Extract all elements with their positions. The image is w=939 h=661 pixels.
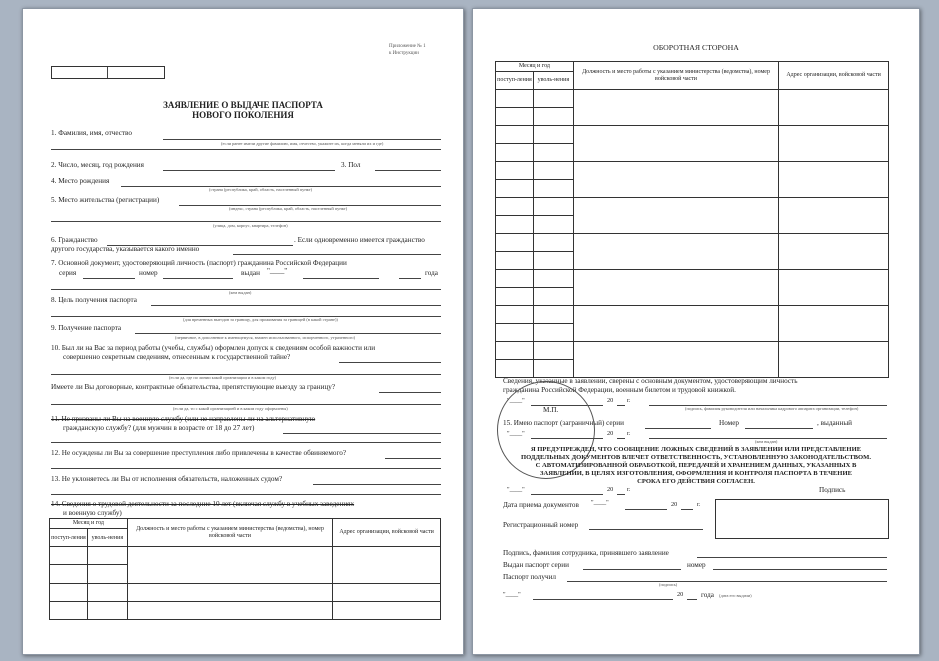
field-10-contract: Имеете ли Вы договорные, контрактные обязательства, препятствующие выезду за границу? xyxy=(51,383,336,391)
cell[interactable] xyxy=(779,270,889,306)
cell[interactable] xyxy=(50,547,88,565)
field-7-number: номер xyxy=(139,269,158,277)
cell[interactable] xyxy=(533,90,573,108)
table-header-position: Должность и место работы с указанием министерства (ведомства), номер войсковой части xyxy=(573,62,778,90)
field-2-label: 2. Число, месяц, год рождения xyxy=(51,161,144,169)
sign-date-20: 20 xyxy=(607,486,614,493)
field-6-text-2: другого государства, указывается какого именно xyxy=(51,245,200,253)
table-header-position: Должность и место работы с указанием министерства (ведомства), номер войсковой части xyxy=(127,519,332,547)
field-7-series-line[interactable] xyxy=(83,278,135,279)
verify-year-line[interactable] xyxy=(617,405,625,406)
reg-number-line[interactable] xyxy=(589,529,703,530)
sign-hint: (подпись, фамилия руководителя или начальника кадрового аппарата организации, телефон) xyxy=(685,406,859,411)
field-6-text: . Если одновременно имеется гражданство xyxy=(294,236,425,244)
field-7-hint: (кем выдан) xyxy=(229,290,252,295)
table-row xyxy=(496,198,889,216)
cell[interactable] xyxy=(87,547,127,565)
field-3-label: 3. Пол xyxy=(341,161,361,169)
issued-series-label: Выдан паспорт серии xyxy=(503,561,569,569)
field-15-series-line[interactable] xyxy=(645,428,711,429)
field-1-label: 1. Фамилия, имя, отчество xyxy=(51,129,132,137)
cell[interactable] xyxy=(573,306,778,342)
cell[interactable] xyxy=(50,583,88,601)
cell[interactable] xyxy=(573,342,778,378)
accept-date-day: "____" xyxy=(591,499,609,506)
cell[interactable] xyxy=(496,270,534,288)
cell[interactable] xyxy=(533,342,573,360)
cell[interactable] xyxy=(533,360,573,378)
cell[interactable] xyxy=(333,547,441,583)
field-4-hint: (страна (республика, край, область, населенный пункт) xyxy=(209,187,313,192)
field-11-line-2[interactable] xyxy=(51,442,441,443)
verify-date-20: 20 xyxy=(607,397,614,404)
field-10-contract-hint: (если да, то с какой организацией и в каком году оформлены) xyxy=(173,406,288,411)
cell[interactable] xyxy=(87,583,127,601)
received-hint: (подпись) xyxy=(659,582,678,587)
accept-date-line[interactable] xyxy=(625,509,667,510)
field-10-contract-line-2[interactable] xyxy=(51,404,441,405)
cell[interactable] xyxy=(496,288,534,306)
field-8-label: 8. Цель получения паспорта xyxy=(51,296,137,304)
issued-series-line[interactable] xyxy=(583,569,681,570)
cell[interactable] xyxy=(127,601,332,619)
field-10-label: 10. Был ли на Вас за период работы (учебы, службы) оформлен допуск к сведениям особой важности или xyxy=(51,344,376,352)
work-history-table-continued xyxy=(495,61,889,378)
cell[interactable] xyxy=(87,601,127,619)
field-10-text: совершенно секретным сведениям, отнесенным к государственной тайне? xyxy=(63,353,291,361)
sign-date-line[interactable] xyxy=(531,494,603,495)
appendix-label: Приложение № 1 xyxy=(389,44,426,49)
signature-box[interactable] xyxy=(715,499,889,539)
table-row xyxy=(496,126,889,144)
field-9-line[interactable] xyxy=(135,333,441,334)
table-row xyxy=(50,583,441,601)
field-6-line-2[interactable] xyxy=(233,254,441,255)
field-11-line[interactable] xyxy=(283,433,441,434)
final-date-day: "____" xyxy=(503,591,521,598)
cell[interactable] xyxy=(533,108,573,126)
final-year-label: года xyxy=(701,591,715,599)
cell[interactable] xyxy=(333,583,441,601)
cell[interactable] xyxy=(50,601,88,619)
table-row xyxy=(496,90,889,108)
code-box xyxy=(51,66,165,79)
signature-label: Подпись xyxy=(819,486,846,494)
received-label: Паспорт получил xyxy=(503,573,557,581)
field-7-date-line[interactable] xyxy=(303,278,379,279)
cell[interactable] xyxy=(127,583,332,601)
cell[interactable] xyxy=(573,198,778,234)
cell[interactable] xyxy=(779,126,889,162)
field-10-line[interactable] xyxy=(339,362,441,363)
field-9-label: 9. Получение паспорта xyxy=(51,324,122,332)
cell[interactable] xyxy=(533,306,573,324)
f15-date-day: "____" xyxy=(507,430,525,437)
field-13-line[interactable] xyxy=(313,484,441,485)
field-5-label: 5. Место жительства (регистрации) xyxy=(51,196,160,204)
work-history-table xyxy=(49,518,441,620)
cell[interactable] xyxy=(496,360,534,378)
cell[interactable] xyxy=(779,234,889,270)
cell[interactable] xyxy=(533,180,573,198)
cell[interactable] xyxy=(496,306,534,324)
cell[interactable] xyxy=(573,234,778,270)
field-7-year-line[interactable] xyxy=(399,278,421,279)
appendix-label-2: к Инструкции xyxy=(389,51,419,56)
f15-hint: (кем выдан) xyxy=(755,439,778,444)
table-header-in: поступ-ления xyxy=(496,72,534,90)
stamp-label: М.П. xyxy=(543,406,559,414)
table-header-address: Адрес организации, войсковой части xyxy=(333,519,441,547)
reg-number-label: Регистрационный номер xyxy=(503,521,579,529)
back-side-header: ОБОРОТНАЯ СТОРОНА xyxy=(653,43,739,52)
field-3-line[interactable] xyxy=(375,170,441,171)
cell[interactable] xyxy=(87,565,127,583)
field-9-hint: (первичное, в дополнение к имеющемуся, взамен использованного, испорченного, утраченного) xyxy=(175,335,356,340)
warning-line-2: ПОДДЕЛЬНЫХ ДОКУМЕНТОВ ВЛЕЧЕТ ОТВЕТСТВЕННОСТЬ, УСТАНОВЛЕННУЮ ЗАКОНОДАТЕЛЬСТВОМ. xyxy=(520,454,872,461)
cell[interactable] xyxy=(533,288,573,306)
cell[interactable] xyxy=(496,162,534,180)
field-12-line[interactable] xyxy=(385,458,441,459)
cell[interactable] xyxy=(496,234,534,252)
cell[interactable] xyxy=(533,252,573,270)
final-year-line[interactable] xyxy=(687,599,697,600)
warning-line-4: ЗАЯВЛЕНИИ, В ЦЕЛЯХ ИЗГОТОВЛЕНИЯ, ОФОРМЛЕНИЯ И КОНТРОЛЯ ПАСПОРТА В ТЕЧЕНИЕ xyxy=(540,470,852,477)
field-5-line-2[interactable] xyxy=(51,221,441,222)
table-row xyxy=(496,270,889,288)
issued-number-line[interactable] xyxy=(713,569,887,570)
warning-line-1: Я ПРЕДУПРЕЖДЕН, ЧТО СООБЩЕНИЕ ЛОЖНЫХ СВЕДЕНИЙ В ЗАЯВЛЕНИИ ИЛИ ПРЕДСТАВЛЕНИЕ xyxy=(530,446,862,453)
cell[interactable] xyxy=(779,306,889,342)
table-header-in: поступ-ления xyxy=(50,529,88,547)
cell[interactable] xyxy=(533,270,573,288)
verify-date-g: г. xyxy=(627,397,631,404)
accept-date-label: Дата приема документов xyxy=(503,501,579,509)
field-7-number-line[interactable] xyxy=(163,278,233,279)
field-1-hint: (если ранее имели другие фамилию, имя, отчество, укажите их, когда меняли их и где) xyxy=(221,141,384,146)
accept-date-g: г. xyxy=(697,501,701,508)
f15-date-line[interactable] xyxy=(531,438,603,439)
field-15-number: Номер xyxy=(719,419,739,427)
cell[interactable] xyxy=(496,90,534,108)
cell[interactable] xyxy=(779,198,889,234)
f15-year-line[interactable] xyxy=(617,438,625,439)
table-row xyxy=(496,306,889,324)
cell[interactable] xyxy=(127,547,332,583)
table-header-month: Месяц и год xyxy=(50,519,128,529)
field-8-hint: (для временных выездов за границу, для проживания за границей (в какой стране)) xyxy=(183,317,338,322)
field-11-text: гражданскую службу? (для мужчин в возрасте от 18 до 27 лет) xyxy=(63,424,255,432)
sign-year-line[interactable] xyxy=(617,494,625,495)
field-15-issued: , выданный xyxy=(817,419,853,427)
final-date-20: 20 xyxy=(677,591,684,598)
f15-date-20: 20 xyxy=(607,430,614,437)
application-front-page xyxy=(22,8,464,655)
cell[interactable] xyxy=(573,90,778,126)
cell[interactable] xyxy=(496,342,534,360)
field-7-year: года xyxy=(425,269,439,277)
field-10-contract-line[interactable] xyxy=(379,392,441,393)
cell[interactable] xyxy=(573,162,778,198)
cell[interactable] xyxy=(496,198,534,216)
field-12-label: 12. Не осуждены ли Вы за совершение преступления либо привлечены в качестве обвиняемого? xyxy=(51,449,347,457)
field-13-label: 13. Не уклоняетесь ли Вы от исполнения обязательств, наложенных судом? xyxy=(51,475,283,483)
cell[interactable] xyxy=(533,198,573,216)
table-row xyxy=(50,601,441,619)
cell[interactable] xyxy=(496,324,534,342)
accept-date-20: 20 xyxy=(671,501,678,508)
form-subtitle: НОВОГО ПОКОЛЕНИЯ xyxy=(192,110,294,120)
field-14-label: 14. Сведения о трудовой деятельности за последние 10 лет (включая службу в учебных заведениях xyxy=(51,500,355,508)
final-hint: (дата его выдачи) xyxy=(719,593,752,598)
cell[interactable] xyxy=(533,234,573,252)
field-1-line-2[interactable] xyxy=(51,149,441,150)
field-1-line[interactable] xyxy=(163,139,441,140)
cell[interactable] xyxy=(496,180,534,198)
received-line[interactable] xyxy=(567,581,887,582)
field-15-number-line[interactable] xyxy=(745,428,813,429)
field-13-line-2[interactable] xyxy=(51,494,441,495)
cell[interactable] xyxy=(496,126,534,144)
field-5-hint-2: (улица, дом, корпус, квартира, телефон) xyxy=(213,223,288,228)
table-row xyxy=(50,547,441,565)
table-header-out: уволь-нения xyxy=(533,72,573,90)
table-row xyxy=(496,162,889,180)
cell[interactable] xyxy=(533,162,573,180)
field-6-label: 6. Гражданство xyxy=(51,236,98,244)
verify-date-day: "____" xyxy=(507,397,525,404)
cell[interactable] xyxy=(533,126,573,144)
field-7-series: серия xyxy=(59,269,77,277)
table-row xyxy=(496,234,889,252)
field-15-label: 15. Имею паспорт (заграничный) серии xyxy=(503,419,624,427)
cell[interactable] xyxy=(496,144,534,162)
field-11-label: 11. Не призваны ли Вы на военную службу (или не направлены ли на альтернативную xyxy=(51,415,316,423)
cell[interactable] xyxy=(573,270,778,306)
cell[interactable] xyxy=(779,90,889,126)
cell[interactable] xyxy=(496,216,534,234)
employee-label: Подпись, фамилия сотрудника, принявшего заявление xyxy=(503,549,669,557)
field-7-date-quote: "____" xyxy=(267,267,288,275)
field-14-text: и военную службу) xyxy=(63,509,122,517)
cell[interactable] xyxy=(533,216,573,234)
field-10-hint: (если да, где по линии какой организации и в каком году) xyxy=(169,375,277,380)
verification-text: Сведения, указанные в заявлении, сверены с основным документом, удостоверяющим личность xyxy=(503,377,798,385)
field-8-line[interactable] xyxy=(151,305,441,306)
field-7-issued: выдан xyxy=(241,269,260,277)
cell[interactable] xyxy=(496,252,534,270)
cell[interactable] xyxy=(50,565,88,583)
table-header-month: Месяц и год xyxy=(496,62,574,72)
table-row xyxy=(496,342,889,360)
f15-date-g: г. xyxy=(627,430,631,437)
cell[interactable] xyxy=(779,342,889,378)
verification-text-2: гражданина Российской Федерации, военным билетом и трудовой книжкой. xyxy=(503,386,736,394)
warning-line-5: СРОКА ЕГО ДЕЙСТВИЯ СОГЛАСЕН. xyxy=(637,478,755,485)
sign-date-day: "____" xyxy=(507,486,525,493)
field-5-hint: (индекс, страна (республика, край, область, населенный пункт) xyxy=(229,206,348,211)
cell[interactable] xyxy=(573,126,778,162)
cell[interactable] xyxy=(533,324,573,342)
warning-line-3: С АВТОМАТИЗИРОВАННОЙ ОБРАБОТКОЙ, ПЕРЕДАЧЕЙ И ХРАНЕНИЕМ ДАННЫХ, УКАЗАННЫХ В xyxy=(535,462,857,469)
field-12-line-2[interactable] xyxy=(51,468,441,469)
cell[interactable] xyxy=(333,601,441,619)
form-title: ЗАЯВЛЕНИЕ О ВЫДАЧЕ ПАСПОРТА xyxy=(163,100,323,110)
field-2-line[interactable] xyxy=(163,170,335,171)
application-back-page xyxy=(472,8,920,655)
cell[interactable] xyxy=(533,144,573,162)
accept-year-line[interactable] xyxy=(681,509,693,510)
issued-number-label: номер xyxy=(687,561,706,569)
employee-line[interactable] xyxy=(697,557,887,558)
field-4-label: 4. Место рождения xyxy=(51,177,110,185)
cell[interactable] xyxy=(496,108,534,126)
sign-date-g: г. xyxy=(627,486,631,493)
cell[interactable] xyxy=(779,162,889,198)
field-7-label: 7. Основной документ, удостоверяющий личность (паспорт) гражданина Российской Федерации xyxy=(51,259,347,267)
table-header-out: уволь-нения xyxy=(87,529,127,547)
final-date-line[interactable] xyxy=(533,599,673,600)
table-header-address: Адрес организации, войсковой части xyxy=(779,62,889,90)
